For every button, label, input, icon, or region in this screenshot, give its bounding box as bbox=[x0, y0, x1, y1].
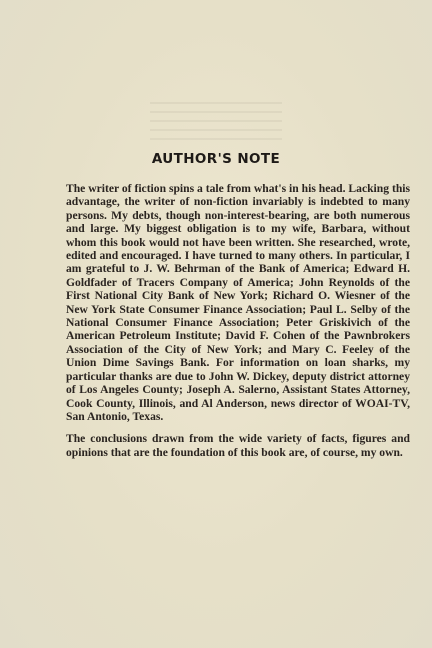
show-through-text bbox=[150, 102, 282, 142]
paragraph-conclusions: The conclusions drawn from the wide variety of facts, figures and opinions that are the foundation of this book are, of course, my own. bbox=[66, 432, 410, 459]
page-heading: AUTHOR'S NOTE bbox=[151, 151, 281, 167]
paragraph-acknowledgements: The writer of fiction spins a tale from what's in his head. Lacking this advantage, the writer of non-fiction invariably is indebted to many persons. My debts, though non-interest-bearing, are both numerous and large. My biggest obligation is to my wife, Barbara, without whom this book would not have been written. She researched, wrote, edited and encouraged. I have turned to many others. In particular, I am grateful to J. W. Behrman of the Bank of America; Edward H. Goldfader of Tracers Company of America; John Reynolds of the First National City Bank of New York; Richard O. Wiesner of the New York State Consumer Finance Association; Paul L. Selby of the National Consumer Finance Association; Peter Griskivich of the American Petroleum Institute; David F. Cohen of the Pawnbrokers Association of the City of New York; and Mary C. Feeley of the Union Dime Savings Bank. For information on loan sharks, my particular thanks are due to John W. Dickey, deputy district attorney of Los Angeles County; Joseph A. Salerno, Assistant States Attorney, Cook County, Illinois, and Al Anderson, news director of WOAI-TV, San Antonio, Texas. bbox=[66, 182, 410, 423]
note-body bbox=[66, 182, 410, 468]
